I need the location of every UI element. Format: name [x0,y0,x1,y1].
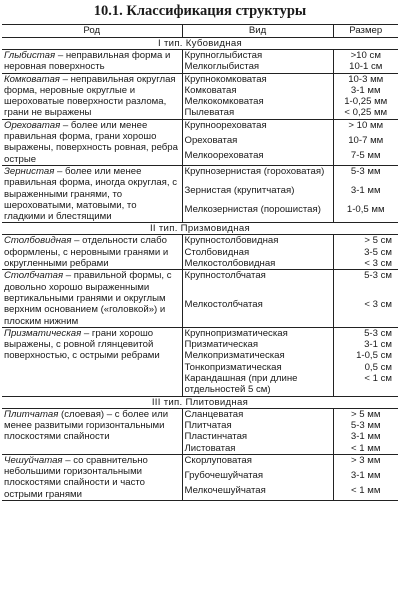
vid-cell: Тонкопризматическая [182,362,333,373]
table-row [2,270,398,299]
rod-description: – правильной формы, с довольно хорошо выраженными вертикальными гранями и округлым верхним основанием («головкой») и плоским нижним [4,270,172,327]
size-cell: 3-1 см [364,339,392,351]
vid-cell: Скорлуповатая [182,454,333,470]
rod-description: – неправильная форма и неровная поверхность [4,50,171,73]
size-cell: 3-1 мм [350,184,381,196]
size-cell: 3-5 см [364,246,392,258]
size-cell: 1-0,25 мм [344,96,388,108]
header-vid: Вид [182,25,333,38]
type-heading: I тип. Кубовидная [2,38,398,50]
rod-cell [2,73,182,119]
size-cell: 0,5 см [364,361,392,373]
size-cell: 3-1 мм [350,431,381,443]
size-cell: 10-1 см [333,61,398,73]
table-row [2,327,398,339]
vid-cell: Карандашная (при длине отдельностей 5 см) [182,373,333,396]
rod-cell [2,270,182,327]
vid-cell: Крупнокомковатая [182,73,333,85]
vid-cell: Мелкостолбчатая [182,299,333,328]
size-cell: < 3 см [333,258,398,270]
table-row [2,408,398,420]
size-cell: > 3 мм [351,454,381,466]
vid-cell: Зернистая (крупитчатая) [182,185,333,204]
size-cell: 3-1 мм [350,469,381,481]
vid-cell: Крупностолбчатая [182,270,333,299]
vid-cell: Крупнопризматическая [182,327,333,339]
size-cell: > 5 см [364,235,392,247]
size-cell: 10-7 мм [348,134,384,146]
vid-cell: Крупнозернистая (гороховатая) [182,165,333,184]
type-heading: III тип. Плитовидная [2,396,398,408]
size-cell: 3-1 мм [350,84,381,96]
rod-cell [2,454,182,500]
size-cell: 5-3 см [364,327,392,339]
vid-cell: Пылеватая [182,107,333,119]
vid-cell: Крупноглыбистая [182,50,333,62]
rod-name: Чешуйчатая [4,454,63,466]
table-body [2,38,398,501]
classification-table [2,24,398,501]
table-row [2,454,398,470]
rod-name: Ореховатая [4,119,61,131]
size-cell: < 0,25 мм [333,107,398,119]
vid-cell: Призматическая [182,339,333,350]
table-header-row [2,25,398,38]
table-row [2,119,398,135]
rod-name: Зернистая [4,165,55,177]
table-row [2,235,398,247]
size-cell: < 1 мм [333,443,398,455]
rod-cell [2,408,182,454]
size-cell: 10-3 мм [348,73,384,85]
size-cell: 7-5 мм [333,150,398,166]
vid-cell: Мелкопризматическая [182,350,333,361]
size-cell: < 1 мм [333,485,398,501]
rod-description: – отдельности слабо оформлены, с неровными гранями и округленными ребрами [4,235,169,270]
vid-cell: Мелкозернистая (порошистая) [182,204,333,223]
size-cell: 5-3 см [364,270,392,282]
vid-cell: Мелкочешуйчатая [182,485,333,501]
header-rod: Род [2,25,182,38]
rod-description: – более или менее правильная форма, грани хорошо выражены, поверхность ровная, ребра острые [4,119,178,165]
type-row [2,38,398,50]
vid-cell: Мелкостолбовидная [182,258,333,270]
vid-cell: Сланцеватая [182,408,333,420]
vid-cell: Листоватая [182,443,333,455]
vid-cell: Столбовидная [182,247,333,258]
vid-cell: Крупностолбовидная [182,235,333,247]
size-cell: 5-3 мм [350,419,381,431]
vid-cell: Крупноореховатая [182,119,333,135]
header-size: Размер [333,25,398,38]
rod-name: Плитчатая [4,408,59,420]
rod-description: (слоевая) – с более или менее развитыми горизонтальными плоскостями спайности [4,408,169,443]
size-cell: 5-3 мм [350,165,381,177]
rod-cell [2,165,182,222]
vid-cell: Мелкоореховатая [182,150,333,166]
rod-description: – со сравнительно небольшими горизонтальными плоскостями спайности и часто острыми гранями [4,454,148,500]
type-row [2,396,398,408]
rod-name: Глыбистая [4,50,56,61]
size-cell: < 3 см [333,299,398,328]
rod-cell [2,327,182,396]
rod-description: – грани хорошо выражены, с ровной глянцевитой поверхностью, с острыми ребрами [4,327,160,362]
table-row [2,73,398,85]
rod-name: Комковатая [4,73,60,85]
rod-name: Столбовидная [4,235,72,247]
size-cell: 1-0,5 см [356,350,392,362]
vid-cell: Мелкокомковатая [182,96,333,107]
vid-cell: Пластинчатая [182,431,333,442]
rod-name: Призматическая [4,327,82,339]
size-cell: >10 см [350,50,381,61]
rod-cell [2,235,182,270]
vid-cell: Плитчатая [182,420,333,431]
vid-cell: Комковатая [182,85,333,96]
rod-cell [2,50,182,74]
rod-description: – неправильная округлая форма, неровные округлые и шероховатые поверхности разлома, грани не выражены [4,73,176,119]
rod-description: – более или менее правильная форма, иногда округлая, с выраженными гранями, то шероховатыми, матовыми, то гладкими и блестящими [4,165,178,223]
size-cell: > 10 мм [348,119,384,131]
size-cell: < 1 см [333,373,398,396]
table-row [2,50,398,62]
vid-cell: Грубочешуйчатая [182,470,333,485]
type-heading: II тип. Призмовидная [2,223,398,235]
size-cell: > 5 мм [351,408,381,420]
type-row [2,223,398,235]
size-cell: 1-0,5 мм [333,204,398,223]
vid-cell: Ореховатая [182,135,333,150]
page-title: 10.1. Классификация структуры [93,3,307,19]
rod-cell [2,119,182,165]
rod-name: Столбчатая [4,270,64,282]
vid-cell: Мелкоглыбистая [182,61,333,73]
table-row [2,165,398,184]
